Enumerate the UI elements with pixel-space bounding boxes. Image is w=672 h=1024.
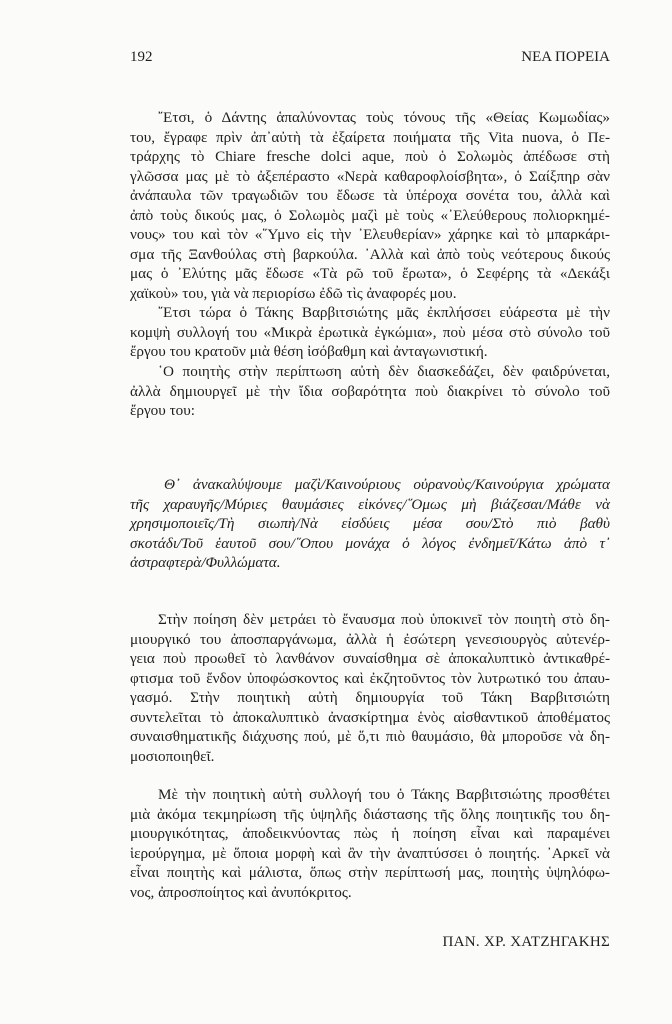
- text-line: μοσιοποιηθεῖ.: [130, 747, 215, 765]
- paragraph: [130, 303, 610, 362]
- paragraph: [130, 362, 610, 421]
- text-line: χαϊκοὺ» του, γιὰ νὰ περιορίσω ἐδῶ τὶς ἀναφορές μου.: [130, 284, 457, 302]
- text-line: ἔργου του:: [130, 402, 196, 419]
- text-line: μιὰ ἀκόμα τεκμηρίωση τῆς ὑψηλῆς διάστασης τῆς ὅλης ποιητικῆς του δη-: [130, 805, 610, 823]
- text-line: ἱερούργημα, μὲ ὅποια μορφὴ καὶ ἂν τὴν ἀναπτύσσει ὁ ποιητής. ᾿Αρκεῖ νὰ: [130, 844, 610, 862]
- paragraph: [130, 610, 610, 766]
- text-line: συναισθηματικῆς διάχυσης πού, μὲ ὅ,τι πιὸ θαυμάσιο, θὰ μποροῦσε νὰ δη-: [130, 728, 610, 745]
- text-line: γλῶσσα μας μὲ τὸ ἀξεπέραστο «Νερὰ καθαροφλοίσβητα», ὁ Σαίξπηρ σὰν: [130, 167, 610, 185]
- text-line: Θ᾿ ἀνακαλύψουμε μαζὶ/Καινούριους οὐρανοὺς/Καινούργια χρώματα: [164, 476, 610, 493]
- text-line: ἀνάπαυλα τῶν τραγωδιῶν του ἔδωσε τὰ ὑπέροχα σονέτα του, ἀλλὰ καὶ: [130, 187, 610, 204]
- text-line: ἔργου του κρατοῦν μιὰ θέση ἰσόβαθμη καὶ ἀνταγωνιστική.: [130, 343, 488, 360]
- text-line: γασμό. Στὴν ποιητικὴ αὐτὴ δημιουργία τοῦ Τάκη Βαρβιτσιώτη: [130, 689, 610, 706]
- text-line: του, ἔγραφε πρὶν ἀπ᾿αὐτὴ τὰ ἐξαίρετα ποιήματα τῆς Vita nuova, ὁ Πε-: [130, 128, 610, 146]
- text-line: Μὲ τὴν ποιητικὴ αὐτὴ συλλογή του ὁ Τάκης Βαρβιτσιώτης προσθέτει: [158, 786, 610, 803]
- text-line: ἀπὸ τοὺς δικούς μας, ὁ Σολωμὸς μαζὶ μὲ τοὺς «᾿Ελεύθερους πολιορκημέ-: [130, 206, 610, 224]
- text-line: φτισμα τοῦ ἔνδον ὑποφώσκοντος καὶ ἐκζητοῦντος τὸν λυτρωτικό του ἀπαυ-: [130, 669, 610, 687]
- text-line: τράρχης τὸ Chiare fresche dolci aque, ποὺ ὁ Σολωμὸς ἀπέδωσε στὴ: [130, 148, 610, 165]
- text-line: νους» του καὶ τὸν «῞Υμνο εἰς τὴν ᾿Ελευθερίαν» χάρηκε καὶ τὸ μπαρκάρι-: [130, 226, 610, 243]
- page-number: 192: [130, 49, 153, 65]
- text-line: εἶναι ποιητὴς καὶ μάλιστα, ὅπως στὴν περίπτωσή μας, ποιητὴς ὑψηλόφω-: [130, 864, 610, 881]
- text-line: μας ὁ ᾿Ελύτης μᾶς ἔδωσε «Τὰ ρῶ τοῦ ἔρωτα», ὁ Σεφέρης τὰ «Δεκάξι: [130, 265, 610, 282]
- text-line: Στὴν ποίηση δὲν μετράει τὸ ἔναυσμα ποὺ ὑποκινεῖ τὸν ποιητὴ στὸ δη-: [158, 611, 610, 628]
- text-line: ῎Ετσι, ὁ Δάντης ἁπαλύνοντας τοὺς τόνους τῆς «Θείας Κωμωδίας»: [158, 109, 610, 126]
- author-signature: ΠΑΝ. ΧΡ. ΧΑΤΖΗΓΑΚΗΣ: [442, 934, 610, 950]
- paragraph: [130, 785, 610, 902]
- text-line: ἀστραφτερὰ/Φυλλώματα.: [130, 554, 281, 571]
- text-line: τῆς χαραυγῆς/Μύριες θαυμάσιες εἰκόνες/῞Ομως μὴ βιάζεσαι/Μάθε νὰ: [130, 495, 610, 513]
- text-line: ῎Ετσι τώρα ὁ Τάκης Βαρβιτσιώτης μᾶς ἐκπλήσσει εὐάρεστα μὲ τὴν: [158, 304, 610, 321]
- running-header-journal-title: ΝΕΑ ΠΟΡΕΙΑ: [521, 49, 610, 65]
- text-line: νος, ἀπροσποίητος καὶ ἀνυπόκριτος.: [130, 883, 352, 901]
- text-line: γεια ποὺ προωθεῖ τὸ λανθάνον συναίσθημα σὲ ἀποκαλυπτικὸ ἀντικαθρέ-: [130, 650, 610, 667]
- poem-quotation: [130, 475, 610, 573]
- text-line: συντελεῖται τὸ ἀποκαλυπτικὸ ἀνασκίρτημα ἑνὸς αἰσθαντικοῦ ἀποθέματος: [130, 708, 610, 726]
- text-line: μιουργικό του ἀποσπαργάνωμα, ἀλλὰ ἡ ἐσώτερη γενεσιουργὸς αὐτενέρ-: [130, 630, 610, 648]
- text-line: ῾Ο ποιητὴς στὴν περίπτωση αὐτὴ δὲν διασκεδάζει, δὲν φαιδρύνεται,: [158, 363, 610, 380]
- text-line: χρησιμοποιεῖς/Τὴ σιωπὴ/Νὰ εἰσδύεις μέσα σου/Στὸ πιὸ βαθὺ: [130, 515, 610, 532]
- text-line: σμα τῆς Ξανθούλας στὴ βαρκούλα. ᾿Αλλὰ καὶ ἀπὸ τοὺς νεότερους δικούς: [130, 245, 610, 263]
- text-line: μιουργικότητας, ἀποδεικνύοντας πὼς ἡ ποίηση εἶναι καὶ παραμένει: [130, 825, 610, 842]
- text-line: ἀλλὰ δημιουργεῖ μὲ τὴν ἴδια σοβαρότητα ποὺ διακρίνει τὸ σύνολο τοῦ: [130, 382, 610, 400]
- text-line: κομψὴ συλλογή του «Μικρὰ ἐρωτικὰ ἐγκώμια», ποὺ μέσα στὸ σύνολο τοῦ: [130, 323, 610, 341]
- text-line: σκοτάδι/Τοῦ ἑαυτοῦ σου/῞Οπου μονάχα ὁ λόγος ἐνδημεῖ/Κάτω ἀπὸ τ᾿: [130, 534, 610, 552]
- paragraph: [130, 108, 610, 303]
